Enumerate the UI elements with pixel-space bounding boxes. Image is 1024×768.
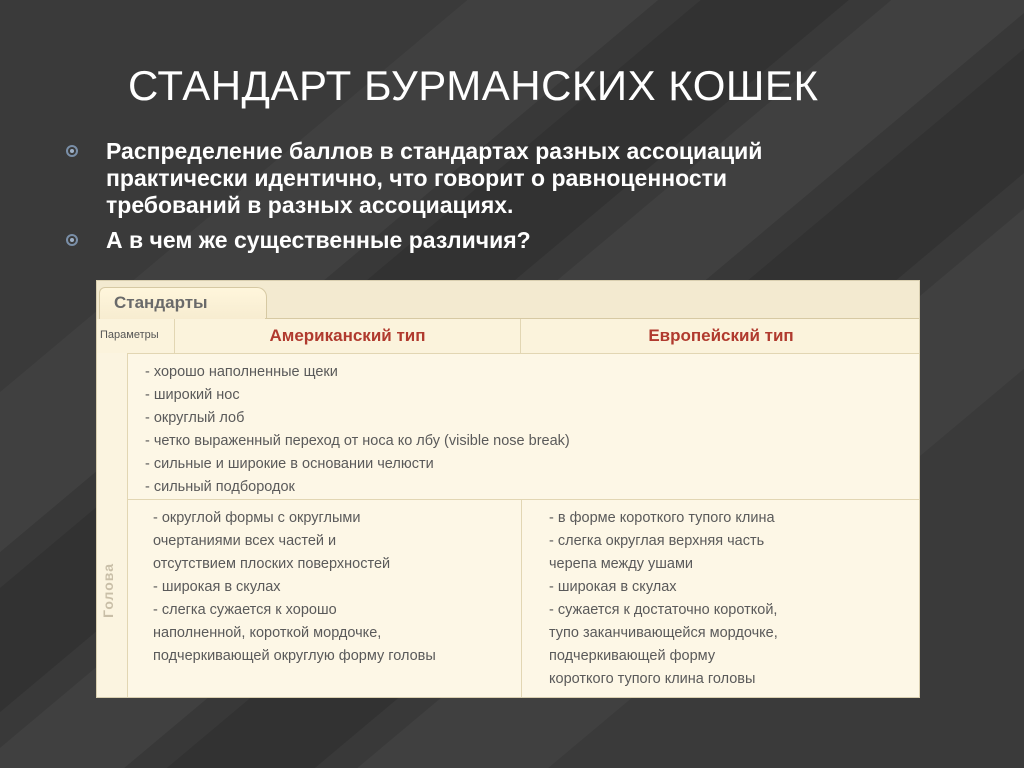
shared-trait-line: - округлый лоб [145,410,245,426]
european-traits [549,507,909,691]
slide-title: СТАНДАРТ БУРМАНСКИХ КОШЕК [128,62,819,109]
bullet-line: требований в разных ассоциациях. [106,192,514,218]
bullet-line: Распределение баллов в стандартах разных ассоциаций [106,138,763,164]
european-trait-line: - в форме короткого тупого клина [549,510,775,526]
section-label-text: Голова [100,563,116,618]
bullet-line: А в чем же существенные различия? [106,227,531,253]
column-divider [521,499,522,697]
bullet-line: практически идентично, что говорит о равноценности [106,165,728,191]
european-trait-line: - широкая в скулах [549,579,677,595]
american-trait-line: наполненной, короткой мордочке, [153,625,382,641]
shared-trait-line: - сильные и широкие в основании челюсти [145,456,434,472]
european-trait-line: черепа между ушами [549,556,694,572]
header-european [521,319,920,353]
header-american [175,319,521,353]
american-type-heading: Американский тип [269,326,426,345]
american-trait-line: - слегка сужается к хорошо [153,602,337,618]
params-label: Параметры [100,329,159,341]
bullet-item [62,138,962,219]
row-divider [127,499,919,500]
circle-bullet-icon [66,234,78,246]
tab-strip [97,281,919,319]
header-params [97,319,175,353]
section-label-head [97,353,128,697]
european-trait-line: подчеркивающей форму [549,648,716,664]
american-trait-line: очертаниями всех частей и [153,533,337,549]
american-traits [153,507,513,668]
european-trait-line: короткого тупого клина головы [549,671,756,687]
shared-trait-line: - широкий нос [145,387,240,403]
shared-trait-line: - сильный подбородок [145,479,295,495]
american-trait-line: - округлой формы с округлыми [153,510,361,526]
table-header-row [97,319,919,354]
tab-label: Стандарты [114,293,208,312]
shared-trait-line: - хорошо наполненные щеки [145,364,338,380]
american-trait-line: - широкая в скулах [153,579,281,595]
tab-standards [99,287,267,320]
european-type-heading: Европейский тип [648,326,794,345]
european-trait-line: - сужается к достаточно короткой, [549,602,778,618]
european-trait-line: - слегка округлая верхняя часть [549,533,765,549]
shared-traits [145,361,885,499]
shared-trait-line: - четко выраженный переход от носа ко лбу (visible nose break) [145,433,570,449]
american-trait-line: подчеркивающей округлую форму головы [153,648,436,664]
bullet-item [62,227,962,254]
circle-bullet-icon [66,145,78,157]
european-trait-line: тупо заканчивающейся мордочке, [549,625,778,641]
bullet-list [62,138,962,262]
standards-table-image [96,280,920,698]
american-trait-line: отсутствием плоских поверхностей [153,556,391,572]
